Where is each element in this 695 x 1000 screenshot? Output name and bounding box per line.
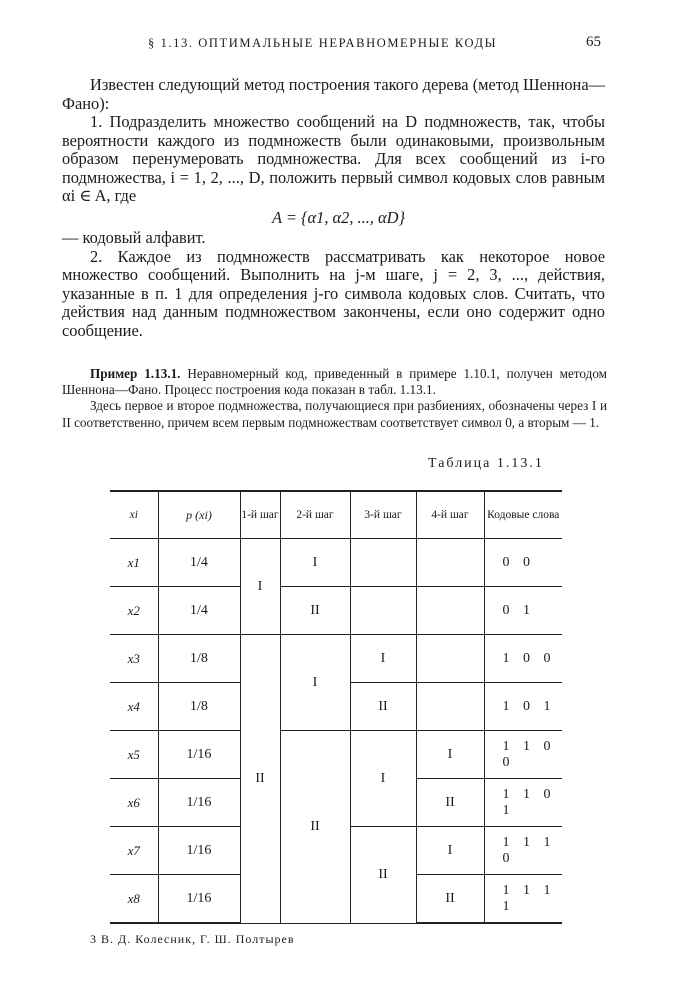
cell-step3-mark: I bbox=[350, 635, 416, 683]
example-block bbox=[62, 366, 607, 431]
cell-step4-empty bbox=[416, 587, 484, 635]
cell-code: 1 1 0 1 bbox=[484, 779, 562, 827]
cell-p: 1/8 bbox=[158, 683, 240, 731]
cell-p: 1/8 bbox=[158, 635, 240, 683]
cell-x: x2 bbox=[110, 587, 158, 635]
example-label: Пример 1.13.1. bbox=[90, 366, 181, 381]
intro-paragraph: Известен следующий метод построения такого дерева (метод Шеннона—Фано): bbox=[62, 75, 605, 113]
header-probability: p (xi) bbox=[158, 491, 240, 539]
header-step3: 3-й шаг bbox=[350, 491, 416, 539]
footer-signature: 3 В. Д. Колесник, Г. Ш. Полтырев bbox=[90, 932, 295, 946]
alphabet-note: — кодовый алфавит. bbox=[62, 228, 206, 247]
header-xi: xi bbox=[110, 491, 158, 539]
cell-step2-mark: I bbox=[280, 539, 350, 587]
cell-code: 0 1 bbox=[484, 587, 562, 635]
cell-step2-mark: I bbox=[280, 635, 350, 731]
cell-p: 1/16 bbox=[158, 827, 240, 875]
example-note: Здесь первое и второе подмножества, получающиеся при разбиениях, обозначены через I и II соответственно, причем всем первым подмножествам соответствует символ 0, а вторым — 1. bbox=[62, 398, 607, 430]
cell-step2-mark: II bbox=[280, 587, 350, 635]
cell-step4-mark: I bbox=[416, 827, 484, 875]
cell-x: x5 bbox=[110, 731, 158, 779]
cell-step2-mark: II bbox=[280, 731, 350, 924]
cell-step3-mark: I bbox=[350, 731, 416, 827]
step1-paragraph: 1. Подразделить множество сообщений на D подмножеств, так, чтобы вероятности каждого из подмножеств были одинаковыми, произвольным образом перенумеровать подмножества. Для всех сообщений из i-го подмножества, i = 1, 2, ..., D, положить первый символ кодовых слов равным αi ∈ A, где bbox=[62, 112, 605, 205]
cell-step4-mark: II bbox=[416, 875, 484, 924]
header-codewords: Кодовые слова bbox=[484, 491, 562, 539]
cell-x: x7 bbox=[110, 827, 158, 875]
cell-code: 1 0 0 bbox=[484, 635, 562, 683]
cell-step4-empty bbox=[416, 539, 484, 587]
cell-step3-mark: II bbox=[350, 827, 416, 924]
cell-p: 1/4 bbox=[158, 539, 240, 587]
cell-step1-mark: II bbox=[240, 635, 280, 924]
cell-step4-mark: I bbox=[416, 731, 484, 779]
cell-code: 0 0 bbox=[484, 539, 562, 587]
table-row bbox=[110, 731, 562, 779]
cell-step4-mark: II bbox=[416, 779, 484, 827]
header-step4: 4-й шаг bbox=[416, 491, 484, 539]
table-row bbox=[110, 587, 562, 635]
example-paragraph bbox=[62, 366, 607, 398]
code-construction-table bbox=[110, 490, 562, 924]
header-step1: 1-й шаг bbox=[240, 491, 280, 539]
cell-code: 1 1 1 1 bbox=[484, 875, 562, 924]
cell-code: 1 1 1 0 bbox=[484, 827, 562, 875]
cell-x: x4 bbox=[110, 683, 158, 731]
cell-step4-empty bbox=[416, 683, 484, 731]
example-text: Неравномерный код, приведенный в примере 1.10.1, получен методом Шеннона—Фано. Процесс построения кода показан в табл. 1.13.1. bbox=[62, 366, 608, 398]
cell-x: x8 bbox=[110, 875, 158, 924]
cell-step3-empty bbox=[350, 587, 416, 635]
table-header-row bbox=[110, 491, 562, 539]
cell-p: 1/16 bbox=[158, 779, 240, 827]
table-row bbox=[110, 539, 562, 587]
cell-code: 1 1 0 0 bbox=[484, 731, 562, 779]
cell-x: x3 bbox=[110, 635, 158, 683]
cell-x: x1 bbox=[110, 539, 158, 587]
running-header bbox=[0, 36, 695, 54]
table-caption: Таблица 1.13.1 bbox=[428, 456, 544, 471]
step2-paragraph: 2. Каждое из подмножеств рассматривать как некоторое новое множество сообщений. Выполнить на j-м шаге, j = 2, 3, ..., действия, указанные в п. 1 для определения j-го символа кодовых слов. Считать, что действия над данным подмножеством закончены, если оно содержит одно сообщение. bbox=[62, 246, 605, 340]
table-row bbox=[110, 635, 562, 683]
main-text bbox=[62, 76, 605, 340]
cell-step1-mark: I bbox=[240, 539, 280, 635]
cell-p: 1/16 bbox=[158, 875, 240, 924]
alphabet-formula: A = {α1, α2, ..., αD} bbox=[272, 207, 405, 227]
cell-p: 1/16 bbox=[158, 731, 240, 779]
cell-step4-empty bbox=[416, 635, 484, 683]
cell-x: x6 bbox=[110, 779, 158, 827]
cell-code: 1 0 1 bbox=[484, 683, 562, 731]
section-title: § 1.13. ОПТИМАЛЬНЫЕ НЕРАВНОМЕРНЫЕ КОДЫ bbox=[148, 36, 498, 50]
cell-step3-mark: II bbox=[350, 683, 416, 731]
cell-step3-empty bbox=[350, 539, 416, 587]
page-number: 65 bbox=[586, 34, 601, 50]
header-step2: 2-й шаг bbox=[280, 491, 350, 539]
cell-p: 1/4 bbox=[158, 587, 240, 635]
